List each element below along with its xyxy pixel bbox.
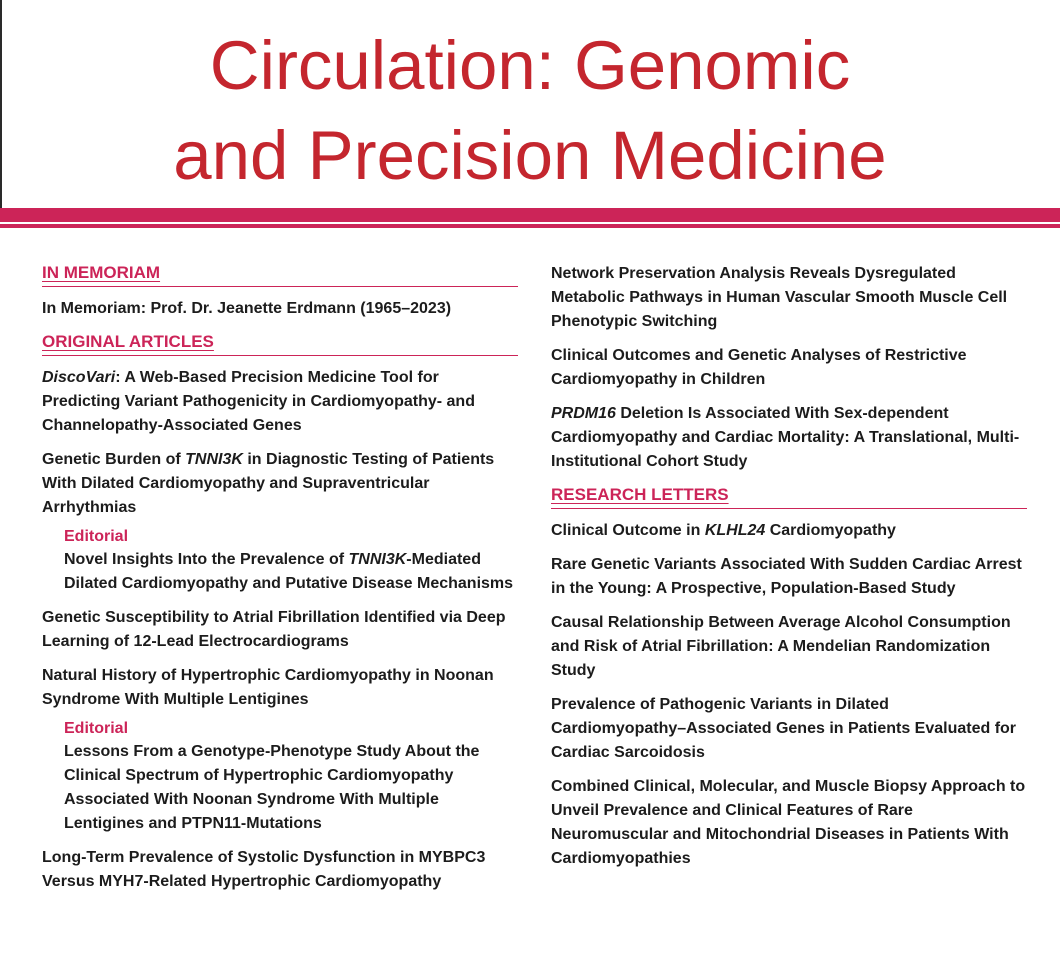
letter-muscle-biopsy[interactable]: Combined Clinical, Molecular, and Muscle Biopsy Approach to Unveil Prevalence and Clinical Features of Rare Neuromuscular and Mitochondrial Diseases in Patients With Cardiomyopathies (551, 778, 1026, 867)
section-heading-original-articles[interactable]: ORIGINAL ARTICLES (42, 331, 518, 356)
letter-klhl24-italic: KLHL24 (704, 522, 766, 539)
editorial-noonan-lessons[interactable]: Lessons From a Genotype-Phenotype Study About the Clinical Spectrum of Hypertrophic Cardiomyopathy Associated With Noonan Syndrome With Multiple Lentigines and PTPN11-Mutations (64, 743, 480, 832)
article-in-memoriam[interactable]: In Memoriam: Prof. Dr. Jeanette Erdmann (1965–2023) (42, 300, 452, 317)
article-discovari-rest: : A Web-Based Precision Medicine Tool for Predicting Variant Pathogenicity in Cardiomyopathy- and Channelopathy-Associated Genes (42, 369, 475, 434)
letter-sudden-cardiac-arrest[interactable]: Rare Genetic Variants Associated With Sudden Cardiac Arrest in the Young: A Prospective, Population-Based Study (551, 556, 1022, 597)
header-band-thin (0, 224, 1060, 228)
section-heading-research-letters[interactable]: RESEARCH LETTERS (551, 484, 1027, 509)
right-column (551, 262, 1027, 881)
letter-klhl24[interactable] (551, 519, 1027, 543)
article-tnni3k-pre: Genetic Burden of (42, 451, 186, 468)
article-restrictive-cardiomyopathy[interactable]: Clinical Outcomes and Genetic Analyses of Restrictive Cardiomyopathy in Children (551, 347, 967, 388)
letter-alcohol-atrial-fibrillation[interactable]: Causal Relationship Between Average Alcohol Consumption and Risk of Atrial Fibrillation: A Mendelian Randomization Study (551, 614, 1011, 679)
left-column (42, 262, 518, 904)
editorial1-pre: Novel Insights Into the Prevalence of (64, 551, 349, 568)
article-prdm16-rest: Deletion Is Associated With Sex-dependent Cardiomyopathy and Cardiac Mortality: A Translational, Multi-Institutional Cohort Study (551, 405, 1020, 470)
editorial-label: Editorial (64, 528, 129, 545)
letter-klhl24-post: Cardiomyopathy (765, 522, 896, 539)
article-prdm16-deletion[interactable] (551, 402, 1027, 474)
article-atrial-fibrillation-deep-learning[interactable]: Genetic Susceptibility to Atrial Fibrillation Identified via Deep Learning of 12-Lead Electrocardiograms (42, 609, 506, 650)
editorial-label: Editorial (64, 720, 129, 737)
journal-title-line1: Circulation: Genomic (209, 27, 851, 104)
header-band (0, 208, 1060, 222)
article-tnni3k-burden[interactable] (42, 448, 518, 520)
editorial1-italic: TNNI3K (348, 551, 407, 568)
article-discovari-italic: DiscoVari (42, 369, 116, 386)
article-prdm16-italic: PRDM16 (551, 405, 616, 422)
article-tnni3k-italic: TNNI3K (185, 451, 243, 468)
journal-title-line2: and Precision Medicine (173, 117, 887, 194)
editorial-block-2 (64, 718, 518, 836)
letter-cardiac-sarcoidosis[interactable]: Prevalence of Pathogenic Variants in Dilated Cardiomyopathy–Associated Genes in Patients Evaluated for Cardiac Sarcoidosis (551, 696, 1017, 761)
article-noonan-natural-history[interactable]: Natural History of Hypertrophic Cardiomyopathy in Noonan Syndrome With Multiple Lentigines (42, 667, 494, 708)
article-network-preservation[interactable]: Network Preservation Analysis Reveals Dysregulated Metabolic Pathways in Human Vascular Smooth Muscle Cell Phenotypic Switching (551, 265, 1008, 330)
article-tnni3k-post: in Diagnostic Testing of Patients With Dilated Cardiomyopathy and Supraventricular Arrhythmias (42, 451, 495, 516)
editorial-tnni3k-insights[interactable] (64, 548, 518, 596)
editorial1-post: -Mediated Dilated Cardiomyopathy and Putative Disease Mechanisms (64, 551, 514, 592)
editorial-block-1 (64, 526, 518, 596)
section-heading-in-memoriam[interactable]: IN MEMORIAM (42, 262, 518, 287)
article-systolic-dysfunction[interactable]: Long-Term Prevalence of Systolic Dysfunction in MYBPC3 Versus MYH7-Related Hypertrophic Cardiomyopathy (42, 849, 486, 890)
article-discovari[interactable] (42, 366, 518, 438)
letter-klhl24-pre: Clinical Outcome in (551, 522, 705, 539)
